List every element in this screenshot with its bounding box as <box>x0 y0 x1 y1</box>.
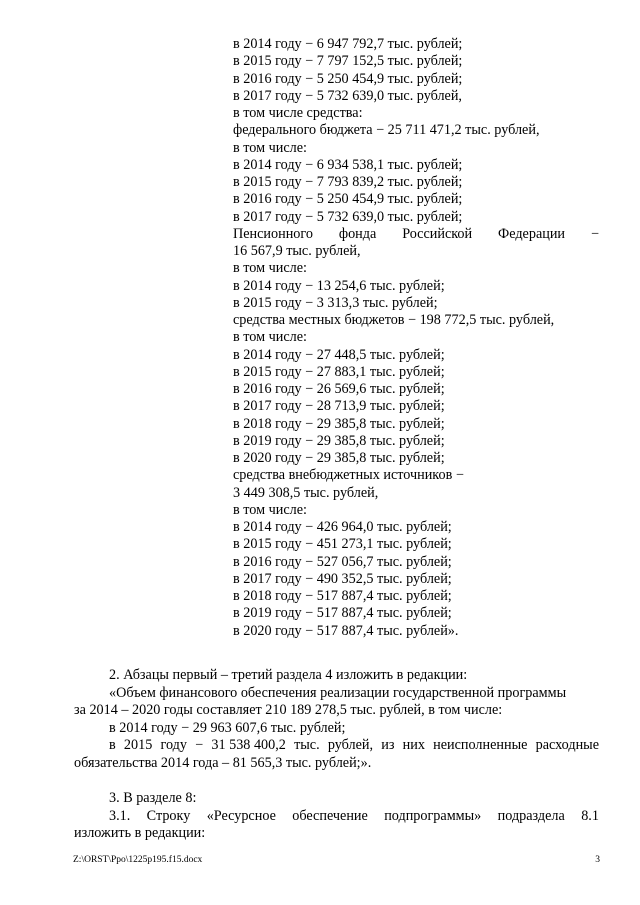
funding-line: в 2018 году − 517 887,4 тыс. рублей; <box>233 588 452 604</box>
word: обеспечение <box>292 807 368 824</box>
funding-line: в 2017 году − 5 732 639,0 тыс. рублей; <box>233 208 463 225</box>
section-2-para-3-line-1 <box>92 737 599 755</box>
funding-line: в 2018 году − 29 385,8 тыс. рублей; <box>233 415 445 432</box>
word: из <box>381 737 395 754</box>
funding-block-1 <box>233 36 599 226</box>
funding-breakdown-column <box>233 36 599 640</box>
funding-line: в 2020 году − 517 887,4 тыс. рублей». <box>233 622 459 639</box>
funding-line: в том числе: <box>233 139 307 156</box>
word: Пенсионного <box>233 225 313 242</box>
section-2-para-1-line-2: за 2014 – 2020 годы составляет 210 189 278,5 тыс. рублей, в том числе: <box>74 702 503 719</box>
funding-line: в 2015 году − 7 793 839,2 тыс. рублей; <box>233 174 463 190</box>
funding-line: в 2015 году − 451 273,1 тыс. рублей; <box>233 536 452 553</box>
funding-line: в 2016 году − 5 250 454,9 тыс. рублей; <box>233 70 463 87</box>
section-2-para-2: в 2014 году − 29 963 607,6 тыс. рублей; <box>109 719 346 736</box>
section-3-item-line-2: изложить в редакции: <box>74 825 206 842</box>
funding-line: в 2017 году − 5 732 639,0 тыс. рублей, <box>233 87 462 104</box>
funding-line: в 2014 году − 6 947 792,7 тыс. рублей; <box>233 36 463 52</box>
section-3-item-line-1 <box>92 808 599 826</box>
word: фонда <box>338 225 377 242</box>
section-3 <box>74 790 599 843</box>
funding-line: в 2014 году − 27 448,5 тыс. рублей; <box>233 346 445 363</box>
word: рублей, <box>327 737 374 754</box>
file-path: Z:\ORST\Ppo\1225p195.f15.docx <box>73 855 203 865</box>
section-2-para-1-line-1: «Объем финансового обеспечения реализации государственной программы <box>109 684 567 701</box>
word: 3.1. <box>109 807 131 824</box>
word: 31 538 400,2 <box>211 737 286 754</box>
section-2 <box>74 667 599 773</box>
word: в <box>109 737 116 754</box>
funding-line: в 2014 году − 13 254,6 тыс. рублей; <box>233 277 445 294</box>
funding-line: 16 567,9 тыс. рублей, <box>233 243 361 259</box>
word: Строку <box>146 807 191 824</box>
funding-block-2 <box>233 243 599 640</box>
section-2-para-3-line-2: обязательства 2014 года – 81 565,3 тыс. рублей;». <box>74 754 372 771</box>
word: − <box>195 737 204 754</box>
funding-line: в 2020 году − 29 385,8 тыс. рублей; <box>233 450 445 466</box>
funding-line: средства внебюджетных источников − <box>233 467 464 484</box>
funding-line: средства местных бюджетов − 198 772,5 тыс. рублей, <box>233 312 555 328</box>
word: 8.1 <box>581 807 599 824</box>
funding-line: в 2015 году − 27 883,1 тыс. рублей; <box>233 363 445 380</box>
word: неисполненные <box>433 737 528 754</box>
funding-line: 3 449 308,5 тыс. рублей, <box>233 484 379 501</box>
funding-line: в 2019 году − 517 887,4 тыс. рублей; <box>233 605 452 622</box>
funding-line: в 2016 году − 26 569,6 тыс. рублей; <box>233 381 445 397</box>
funding-line: в 2015 году − 3 313,3 тыс. рублей; <box>233 294 438 311</box>
funding-line: в том числе: <box>233 260 307 277</box>
word: «Ресурсное <box>206 807 276 824</box>
funding-line: в 2016 году − 5 250 454,9 тыс. рублей; <box>233 191 463 208</box>
funding-line: в 2017 году − 28 713,9 тыс. рублей; <box>233 398 445 415</box>
section-3-heading: 3. В разделе 8: <box>109 790 197 806</box>
funding-line: в 2019 году − 29 385,8 тыс. рублей; <box>233 432 445 449</box>
page-footer <box>73 855 600 865</box>
funding-line: в том числе средства: <box>233 105 363 121</box>
funding-line: в том числе: <box>233 329 307 346</box>
page-number: 3 <box>595 855 600 865</box>
funding-line: федерального бюджета − 25 711 471,2 тыс. рублей, <box>233 122 540 139</box>
word: подраздела <box>497 807 565 824</box>
word: подпрограммы» <box>384 807 482 824</box>
word: тыс. <box>294 737 320 754</box>
funding-line: в 2014 году − 6 934 538,1 тыс. рублей; <box>233 156 463 173</box>
section-2-heading: 2. Абзацы первый – третий раздела 4 изложить в редакции: <box>109 667 468 683</box>
word: них <box>402 737 425 754</box>
word: 2015 <box>123 737 153 754</box>
word: году <box>160 737 187 754</box>
funding-line: в 2014 году − 426 964,0 тыс. рублей; <box>233 519 452 535</box>
word: расходные <box>535 737 599 754</box>
word: Федерации <box>498 225 566 242</box>
funding-line: в 2015 году − 7 797 152,5 тыс. рублей; <box>233 53 463 70</box>
word: − <box>590 225 599 242</box>
funding-line: в том числе: <box>233 501 307 518</box>
pfr-line <box>233 226 599 243</box>
funding-line: в 2017 году − 490 352,5 тыс. рублей; <box>233 570 452 587</box>
funding-line: в 2016 году − 527 056,7 тыс. рублей; <box>233 553 452 570</box>
word: Российской <box>402 225 473 242</box>
